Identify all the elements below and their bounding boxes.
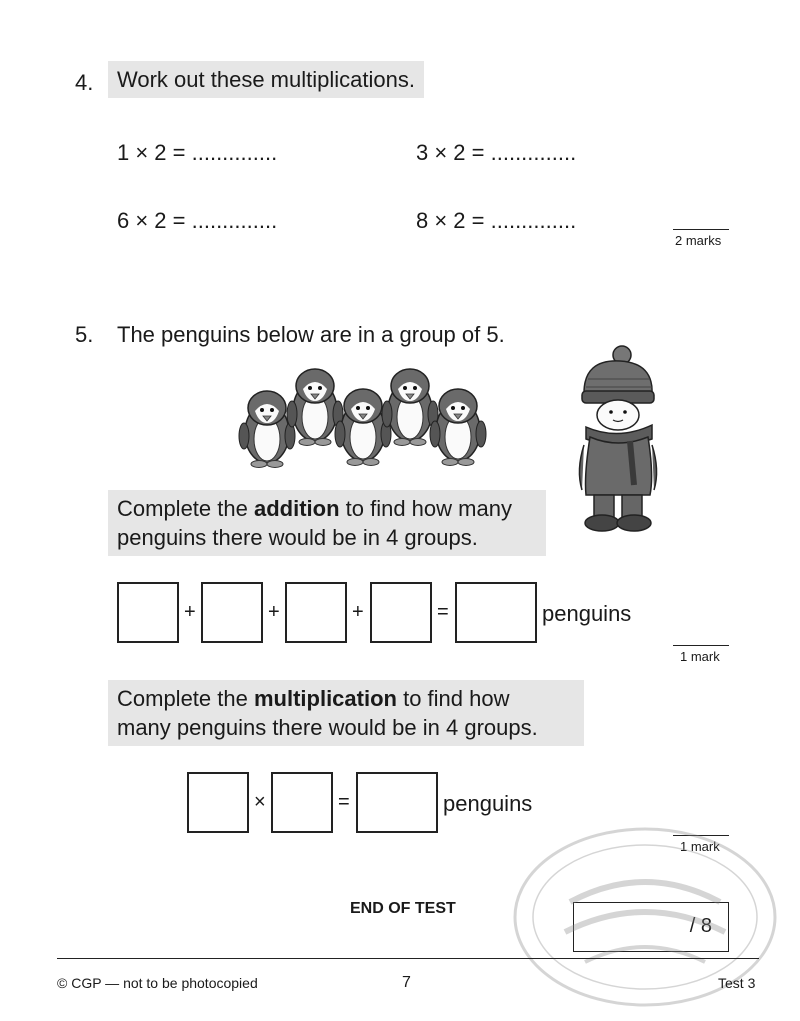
- addition-answer-box-2[interactable]: [201, 582, 263, 643]
- marks-line: [673, 645, 729, 646]
- footer-copyright: © CGP — not to be photocopied: [57, 975, 258, 991]
- times-sign: ×: [254, 791, 266, 813]
- equation-2: 3 × 2 = ..............: [416, 140, 577, 165]
- child-in-winter-coat-illustration: [572, 345, 664, 533]
- multiplication-answer-box-1[interactable]: [187, 772, 249, 833]
- marks-label: 2 marks: [675, 233, 722, 248]
- addition-answer-box-4[interactable]: [370, 582, 432, 643]
- multiplication-prompt-post: to find how: [396, 686, 510, 711]
- addition-prompt-bold: addition: [253, 496, 340, 521]
- multiplication-prompt-pre: Complete the: [117, 686, 254, 711]
- equals-sign: =: [437, 601, 449, 623]
- footer-test-label: Test 3: [718, 975, 756, 991]
- question-4-number: 4.: [75, 70, 94, 95]
- question-4-prompt: Work out these multiplications.: [108, 61, 424, 98]
- multiplication-prompt-bold: multiplication: [253, 686, 397, 711]
- multiplication-answer-box-2[interactable]: [271, 772, 333, 833]
- addition-unit-label: penguins: [542, 601, 632, 626]
- score-total: / 8: [689, 915, 712, 937]
- page-number: 7: [402, 974, 411, 991]
- addition-answer-box-3[interactable]: [285, 582, 347, 643]
- equation-1: 1 × 2 = ..............: [117, 140, 278, 165]
- equation-4: 8 × 2 = ..............: [416, 208, 577, 233]
- equals-sign: =: [338, 791, 350, 813]
- equation-3: 6 × 2 = ..............: [117, 208, 278, 233]
- addition-prompt-post: to find how many: [339, 496, 512, 521]
- addition-prompt: [108, 490, 546, 556]
- addition-prompt-pre: Complete the: [117, 496, 254, 521]
- question-5-intro: The penguins below are in a group of 5.: [117, 322, 505, 347]
- marks-label: 1 mark: [680, 649, 720, 664]
- addition-total-box[interactable]: [455, 582, 537, 643]
- multiplication-prompt: [108, 680, 584, 746]
- footer-divider: [57, 958, 759, 959]
- plus-sign: +: [352, 601, 364, 623]
- multiplication-prompt-line2: many penguins there would be in 4 groups.: [117, 715, 538, 740]
- question-5-number: 5.: [75, 322, 94, 347]
- plus-sign: +: [184, 601, 196, 623]
- penguin-icon: [430, 389, 486, 466]
- penguins-illustration: [238, 364, 488, 468]
- addition-answer-box-1[interactable]: [117, 582, 179, 643]
- penguin-icon: [239, 391, 295, 468]
- marks-line: [673, 229, 729, 230]
- addition-prompt-line2: penguins there would be in 4 groups.: [117, 525, 478, 550]
- penguin-icon: [335, 389, 391, 466]
- marks-label: 1 mark: [680, 839, 720, 854]
- multiplication-unit-label: penguins: [443, 791, 533, 816]
- plus-sign: +: [268, 601, 280, 623]
- end-of-test-label: END OF TEST: [350, 900, 456, 917]
- multiplication-total-box[interactable]: [356, 772, 438, 833]
